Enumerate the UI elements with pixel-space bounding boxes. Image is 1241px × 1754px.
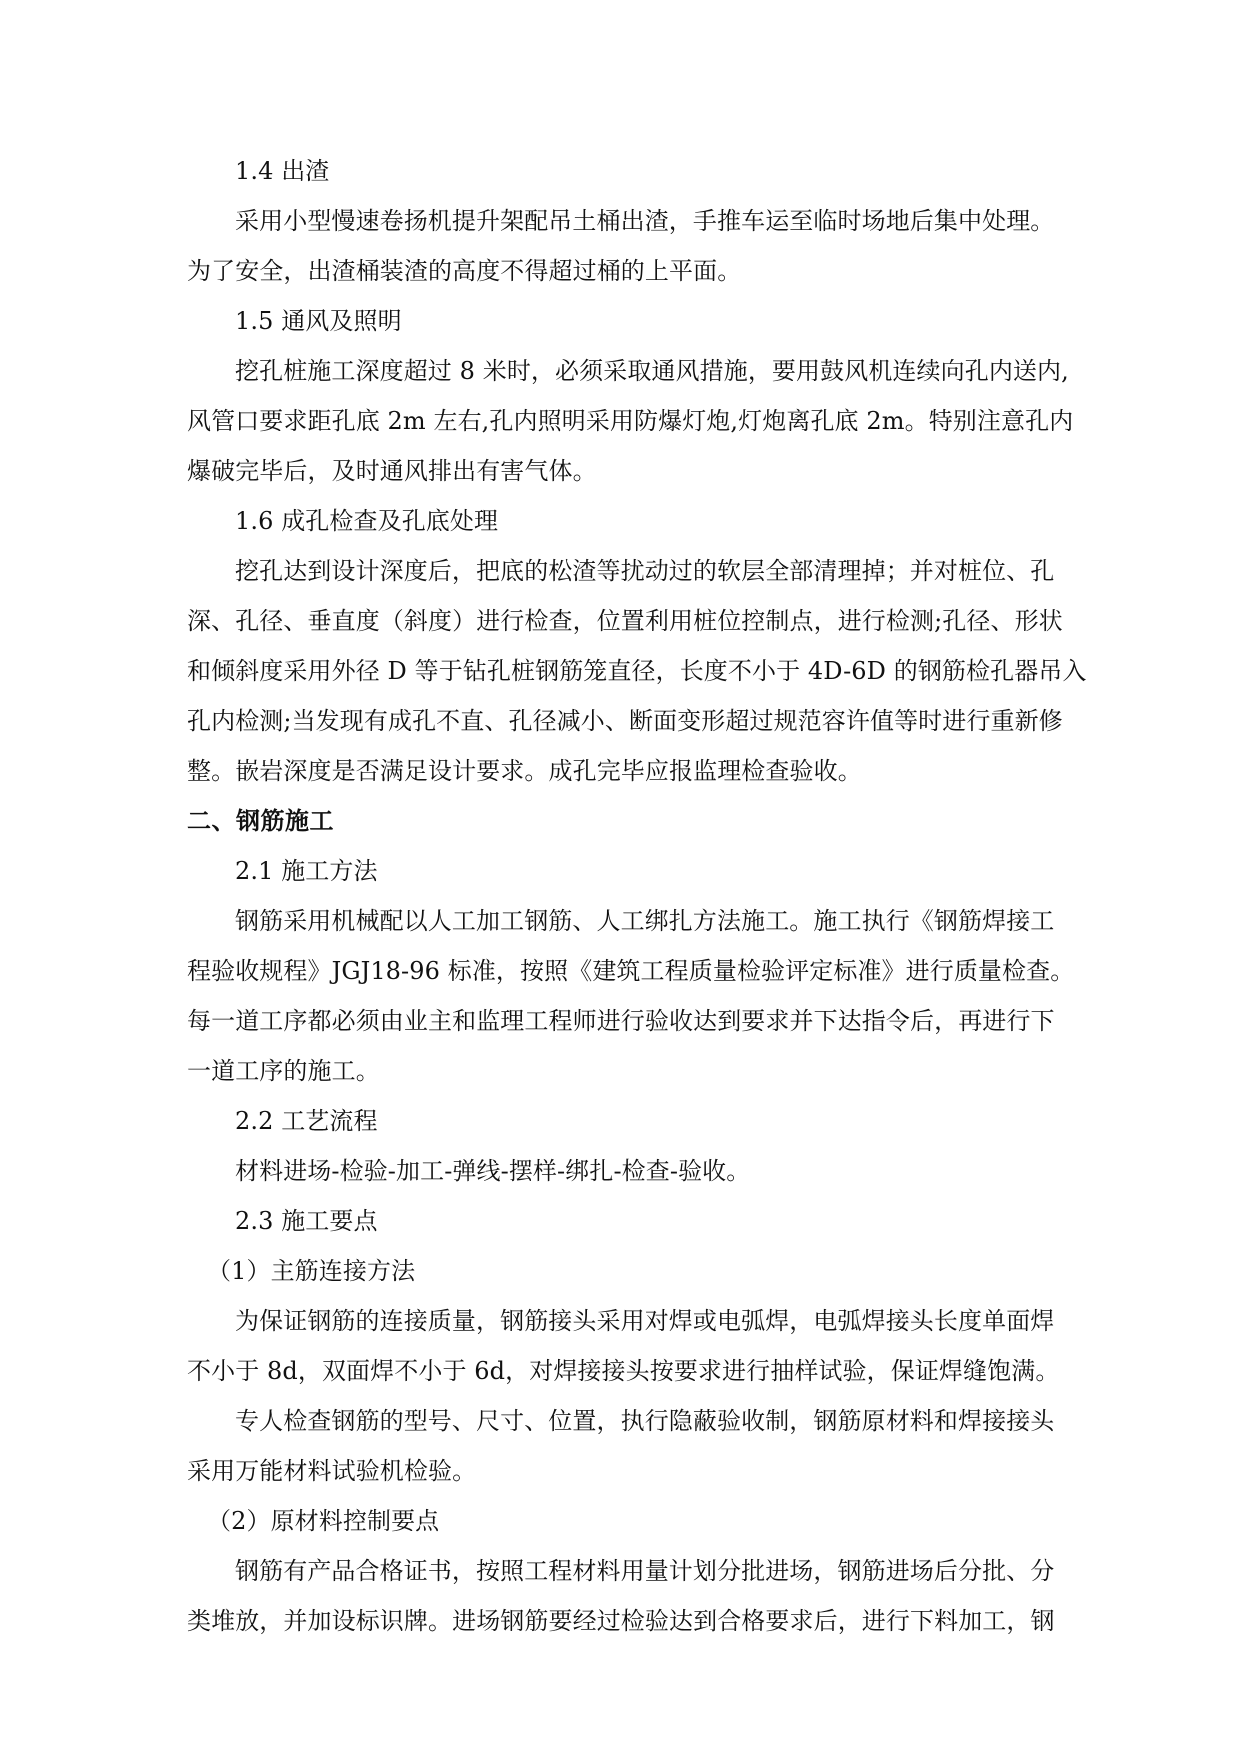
paragraph-line: 风管口要求距孔底 2m 左右,孔内照明采用防爆灯炮,灯炮离孔底 2m。特别注意孔内 [187,407,1074,435]
paragraph-line: 挖孔达到设计深度后，把底的松渣等扰动过的软层全部清理掉；并对桩位、孔 [235,557,1055,585]
paragraph-line: 钢筋采用机械配以人工加工钢筋、人工绑扎方法施工。施工执行《钢筋焊接工 [235,907,1055,935]
paragraph-line: 钢筋有产品合格证书，按照工程材料用量计划分批进场，钢筋进场后分批、分 [235,1557,1055,1585]
paragraph-line: 挖孔桩施工深度超过 8 米时，必须采取通风措施，要用鼓风机连续向孔内送内, [235,357,1069,385]
paragraph-line: 材料进场-检验-加工-弹线-摆样-绑扎-检查-验收。 [235,1157,751,1185]
paragraph-line: 为了安全，出渣桶装渣的高度不得超过桶的上平面。 [187,257,742,285]
paragraph-line: 类堆放，并加设标识牌。进场钢筋要经过检验达到合格要求后，进行下料加工，钢 [187,1607,1055,1635]
document-body [187,146,1092,1646]
paragraph-line: 每一道工序都必须由业主和监理工程师进行验收达到要求并下达指令后，再进行下 [187,1007,1055,1035]
paragraph-line: 和倾斜度采用外径 D 等于钻孔桩钢筋笼直径，长度不小于 4D-6D 的钢筋检孔器吊入 [187,657,1087,685]
section-heading-1-6: 1.6 成孔检查及孔底处理 [235,507,499,535]
subheading-raw-material-control: （2）原材料控制要点 [207,1507,440,1535]
paragraph-line: 采用万能材料试验机检验。 [187,1457,477,1485]
section-heading-2-2: 2.2 工艺流程 [235,1107,378,1135]
paragraph-line: 采用小型慢速卷扬机提升架配吊土桶出渣，手推车运至临时场地后集中处理。 [235,207,1055,235]
chapter-heading-rebar: 二、钢筋施工 [187,807,334,835]
section-heading-2-1: 2.1 施工方法 [235,857,378,885]
paragraph-line: 一道工序的施工。 [187,1057,380,1085]
paragraph-line: 程验收规程》JGJ18-96 标准，按照《建筑工程质量检验评定标准》进行质量检查。 [187,957,1075,985]
paragraph-line: 整。嵌岩深度是否满足设计要求。成孔完毕应报监理检查验收。 [187,757,862,785]
paragraph-line: 爆破完毕后，及时通风排出有害气体。 [187,457,597,485]
paragraph-line: 孔内检测;当发现有成孔不直、孔径减小、断面变形超过规范容许值等时进行重新修 [187,707,1063,735]
paragraph-line: 深、孔径、垂直度（斜度）进行检查，位置利用桩位控制点，进行检测;孔径、形状 [187,607,1063,635]
paragraph-line: 专人检查钢筋的型号、尺寸、位置，执行隐蔽验收制，钢筋原材料和焊接接头 [235,1407,1055,1435]
section-heading-2-3: 2.3 施工要点 [235,1207,378,1235]
section-heading-1-5: 1.5 通风及照明 [235,307,402,335]
paragraph-line: 为保证钢筋的连接质量，钢筋接头采用对焊或电弧焊，电弧焊接头长度单面焊 [235,1307,1055,1335]
paragraph-line: 不小于 8d，双面焊不小于 6d，对焊接接头按要求进行抽样试验，保证焊缝饱满。 [187,1357,1060,1385]
section-heading-1-4: 1.4 出渣 [235,157,330,185]
subheading-main-rebar-connection: （1）主筋连接方法 [207,1257,416,1285]
